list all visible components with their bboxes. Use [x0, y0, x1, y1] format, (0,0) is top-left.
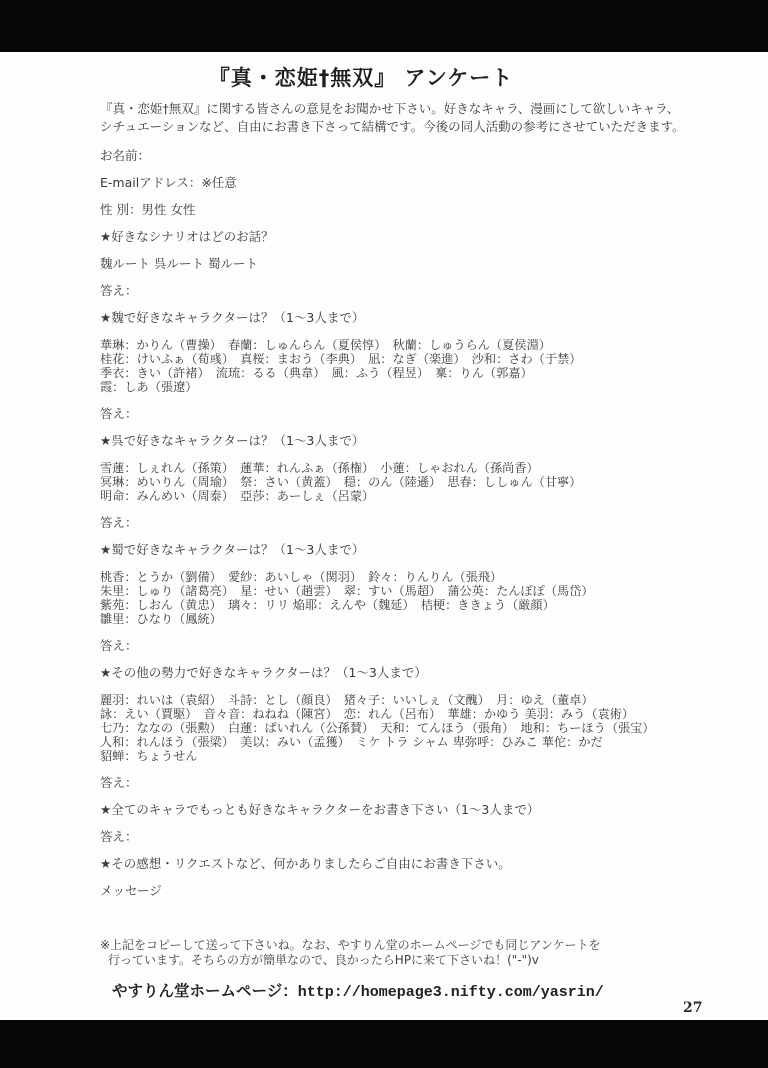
intro-line-1: 『真・恋姫†無双』に関する皆さんの意見をお聞かせ下さい。好きなキャラ、漫画にして欲しいキャラ、: [100, 101, 680, 116]
intro-paragraph: [100, 100, 712, 136]
overall-answer-label: 答え：: [100, 829, 138, 844]
character-list-line: 詠：えい（賈駆） 音々音：ねねね（陳宮） 恋：れん（呂布） 華雄：かゆう 美羽：みう（袁術）: [100, 707, 635, 721]
others-character-list: [100, 693, 712, 763]
character-list-line: 麗羽：れいは（袁紹） 斗詩：とし（顔良） 猪々子：いいしぇ（文醜） 月：ゆえ（董卓）: [100, 693, 594, 707]
footer-note: [100, 938, 712, 967]
character-list-line: 霞：しあ（張遼）: [100, 380, 198, 394]
wei-character-list: [100, 338, 712, 394]
wei-answer-label: 答え：: [100, 406, 138, 421]
character-list-line: 冥琳：めいりん（周瑜） 祭：さい（黄蓋） 穏：のん（陸遜） 思春：ししゅん（甘寧）: [100, 475, 582, 489]
question-scenario-heading: ★好きなシナリオはどのお話？: [100, 229, 274, 244]
gender-field-label: 性 別：男性 女性: [100, 202, 196, 217]
shu-answer-label: 答え：: [100, 638, 138, 653]
footer-note-line-1: ※上記をコピーして送って下さいね。なお、やすりん堂のホームページでも同じアンケートを: [100, 938, 601, 952]
homepage-line: [100, 981, 712, 1003]
message-label: メッセージ: [100, 883, 162, 898]
character-list-line: 貂蝉：ちょうせん: [100, 749, 198, 763]
name-field-label: お名前：: [100, 148, 151, 163]
shu-character-list: [100, 570, 712, 626]
homepage-url: http://homepage3.nifty.com/yasrin/: [297, 984, 604, 1001]
wu-answer-label: 答え：: [100, 515, 138, 530]
email-field-label: E-mailアドレス：※任意: [100, 175, 237, 190]
question-wei-heading: ★魏で好きなキャラクターは？（1～3人まで）: [100, 310, 365, 325]
question-overall-favorite-heading: ★全てのキャラでもっとも好きなキャラクターをお書き下さい（1～3人まで）: [100, 802, 540, 817]
question-feedback-heading: ★その感想・リクエストなど、何かありましたらご自由にお書き下さい。: [100, 856, 511, 871]
page-title: 『真・恋姫†無双』 アンケート: [208, 66, 514, 90]
character-list-line: 七乃：ななの（張勲） 白蓮：ぱいれん（公孫賛） 天和：てんほう（張角） 地和：ちーほう（張宝）: [100, 721, 655, 735]
others-answer-label: 答え：: [100, 775, 138, 790]
scenario-route-options: 魏ルート 呉ルート 蜀ルート: [100, 256, 258, 271]
question-wu-heading: ★呉で好きなキャラクターは？（1～3人まで）: [100, 433, 365, 448]
character-list-line: 桃香：とうか（劉備） 愛紗：あいしゃ（関羽） 鈴々：りんりん（張飛）: [100, 570, 503, 584]
scenario-answer-label: 答え：: [100, 283, 138, 298]
page-content: [100, 52, 712, 1003]
footer-note-line-2: 行っています。そちらの方が簡単なので、良かったらHPに来て下さいね！("-")v: [108, 952, 539, 967]
character-list-line: 朱里：しゅり（諸葛亮） 星：せい（趙雲） 翠：すい（馬超） 蒲公英：たんぽぽ（馬岱）: [100, 584, 594, 598]
character-list-line: 明命：みんめい（周泰） 亞莎：あーしぇ（呂蒙）: [100, 489, 375, 503]
page-number: 27: [683, 1000, 703, 1016]
character-list-line: 季衣：きい（許褚） 流琉：るる（典韋） 風：ふう（程昱） 稟：りん（郭嘉）: [100, 366, 533, 380]
character-list-line: 人和：れんほう（張梁） 美以：みい（孟獲） ミケ トラ シャム 卑弥呼：ひみこ 華佗：かだ: [100, 735, 603, 749]
character-list-line: 華琳：かりん（曹操） 春蘭：しゅんらん（夏侯惇） 秋蘭：しゅうらん（夏侯淵）: [100, 338, 551, 352]
question-others-heading: ★その他の勢力で好きなキャラクターは？（1～3人まで）: [100, 665, 427, 680]
character-list-line: 雪蓮：しぇれん（孫策） 蓮華：れんふぁ（孫権） 小蓮：しゃおれん（孫尚香）: [100, 461, 539, 475]
scan-border-top: [0, 0, 768, 52]
intro-line-2: シチュエーションなど、自由にお書き下さって結構です。今後の同人活動の参考にさせていただきます。: [100, 119, 685, 134]
scan-border-bottom: [0, 1020, 768, 1068]
character-list-line: 桂花：けいふぁ（荀彧） 真桜：まおう（李典） 凪：なぎ（楽進） 沙和：さわ（于禁）: [100, 352, 582, 366]
character-list-line: 雛里：ひなり（鳳統）: [100, 612, 222, 626]
homepage-label: やすりん堂ホームページ：: [112, 982, 298, 1000]
wu-character-list: [100, 461, 712, 503]
question-shu-heading: ★蜀で好きなキャラクターは？（1～3人まで）: [100, 542, 365, 557]
character-list-line: 紫苑：しおん（黄忠） 璃々：リリ 焔耶：えんや（魏延） 桔梗：ききょう（厳顔）: [100, 598, 555, 612]
